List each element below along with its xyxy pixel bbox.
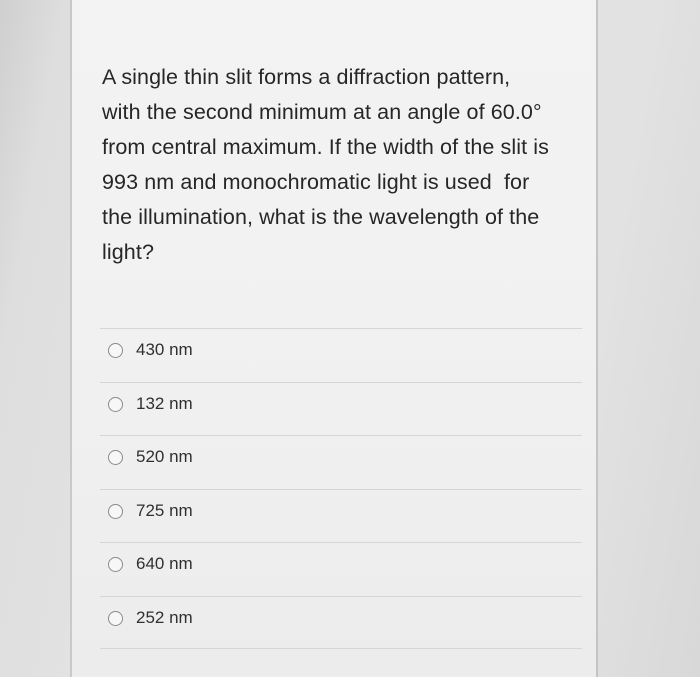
option-label: 430 nm: [136, 340, 193, 359]
answer-option[interactable]: [100, 328, 582, 382]
option-label: 132 nm: [136, 393, 193, 413]
answer-options: [100, 328, 582, 649]
answer-option[interactable]: [100, 382, 582, 436]
radio-button-icon[interactable]: [108, 504, 123, 519]
question-line: the illumination, what is the wavelength of the: [102, 205, 540, 229]
question-card: [70, 0, 598, 677]
question-line: from central maximum. If the width of the slit is: [102, 135, 549, 159]
option-label: 252 nm: [136, 607, 193, 627]
question-text: [102, 60, 582, 270]
answer-option[interactable]: [100, 489, 582, 543]
question-line: 993 nm and monochromatic light is used for: [102, 170, 530, 194]
radio-button-icon[interactable]: [108, 557, 123, 572]
question-line: A single thin slit forms a diffraction pattern,: [102, 65, 511, 89]
question-line: light?: [102, 240, 154, 264]
answer-option[interactable]: [100, 596, 582, 650]
option-label: 640 nm: [136, 554, 193, 573]
option-label: 520 nm: [136, 447, 193, 466]
radio-button-icon[interactable]: [108, 397, 123, 412]
question-line: with the second minimum at an angle of 60.0°: [102, 100, 542, 124]
radio-button-icon[interactable]: [108, 450, 123, 465]
answer-option[interactable]: [100, 435, 582, 489]
answer-option[interactable]: [100, 542, 582, 596]
radio-button-icon[interactable]: [108, 343, 123, 358]
radio-button-icon[interactable]: [108, 611, 123, 626]
option-label: 725 nm: [136, 500, 193, 520]
